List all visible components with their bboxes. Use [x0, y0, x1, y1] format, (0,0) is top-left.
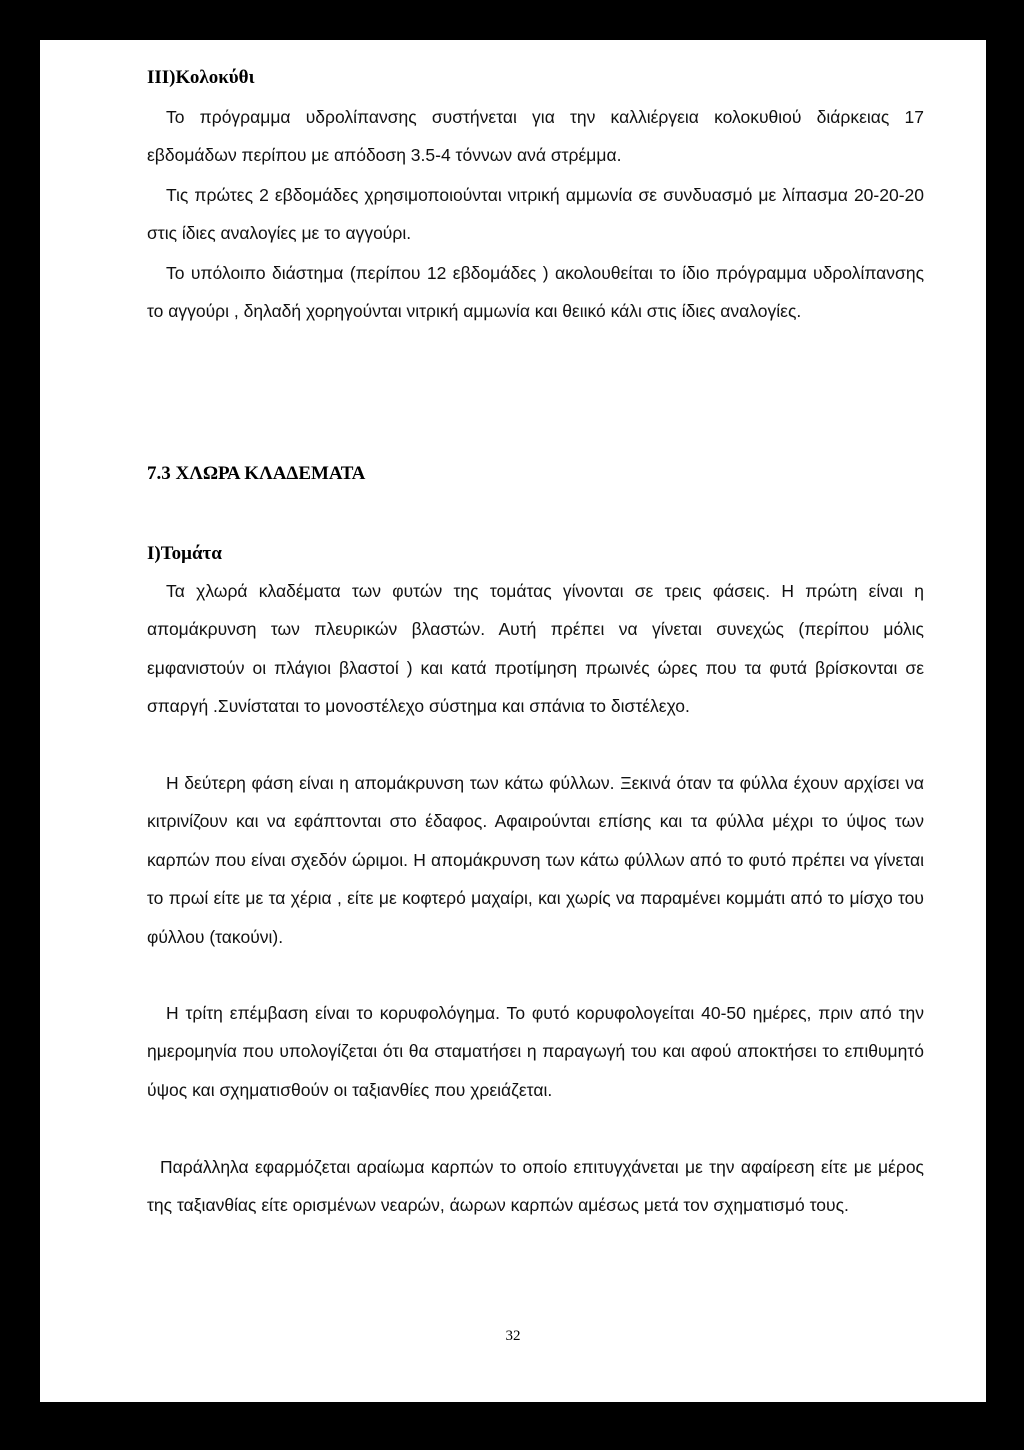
paragraph-kolokythi-remaining: Το υπόλοιπο διάστημα (περίπου 12 εβδομάδες ) ακολουθείται το ίδιο πρόγραμμα υδρολίπανσης το αγγούρι , δηλαδή χορηγούνται νιτρική αμμωνία και θειικό κάλι στις ίδιες αναλογίες. — [147, 263, 924, 322]
paragraph-kolokythi-first-weeks: Τις πρώτες 2 εβδομάδες χρησιμοποιούνται νιτρική αμμωνία σε συνδυασμό με λίπασμα 20-20-20 στις ίδιες αναλογίες με το αγγούρι. — [147, 185, 924, 244]
paragraph-tomata-fruit-thinning: Παράλληλα εφαρμόζεται αραίωμα καρπών το οποίο επιτυγχάνεται με την αφαίρεση είτε με μέρος της ταξιανθίας είτε ορισμένων νεαρών, άωρων καρπών αμέσως μετά τον σχηματισμό τους. — [147, 1157, 924, 1216]
page-number: 32 — [505, 1328, 521, 1344]
heading-tomata: I)Τομάτα — [147, 543, 222, 564]
paragraph-kolokythi-program: Το πρόγραμμα υδρολίπανσης συστήνεται για την καλλιέργεια κολοκυθιού διάρκειας 17 εβδομάδων περίπου με απόδοση 3.5-4 τόννων ανά στρέμμα. — [147, 107, 924, 166]
heading-chlora-klademata: 7.3 ΧΛΩΡΑ ΚΛΑΔΕΜΑΤΑ — [147, 463, 366, 484]
heading-kolokythi: III)Κολοκύθι — [147, 67, 255, 88]
paragraph-tomata-phases: Τα χλωρά κλαδέματα των φυτών της τομάτας γίνονται σε τρεις φάσεις. Η πρώτη είναι η απομάκρυνση των πλευρικών βλαστών. Αυτή πρέπει να γίνεται συνεχώς (περίπου μόλις εμφανιστούν οι πλάγιοι βλαστοί ) και κατά προτίμηση πρωινές ώρες που τα φυτά βρίσκονται σε σπαργή .Συνίσταται το μονοστέλεχο σύστημα και σπάνια το διστέλεχο. — [147, 581, 924, 717]
paragraph-tomata-second-phase: Η δεύτερη φάση είναι η απομάκρυνση των κάτω φύλλων. Ξεκινά όταν τα φύλλα έχουν αρχίσει να κιτρινίζουν και να εφάπτονται στο έδαφος. Αφαιρούνται επίσης και τα φύλλα μέχρι το ύψος των καρπών που είναι σχεδόν ώριμοι. Η απομάκρυνση των κάτω φύλλων από το φυτό πρέπει να γίνεται το πρωί είτε με τα χέρια , είτε με κοφτερό μαχαίρι, και χωρίς να παραμένει κομμάτι από το μίσχο του φύλλου (τακούνι). — [147, 773, 924, 947]
document-page — [40, 40, 986, 1402]
paragraph-tomata-third-phase: Η τρίτη επέμβαση είναι το κορυφολόγημα. Το φυτό κορυφολογείται 40-50 ημέρες, πριν από την ημερομηνία που υπολογίζεται ότι θα σταματήσει η παραγωγή του και αφού αποκτήσει το επιθυμητό ύψος και σχηματισθούν οι ταξιανθίες που χρειάζεται. — [147, 1003, 924, 1100]
